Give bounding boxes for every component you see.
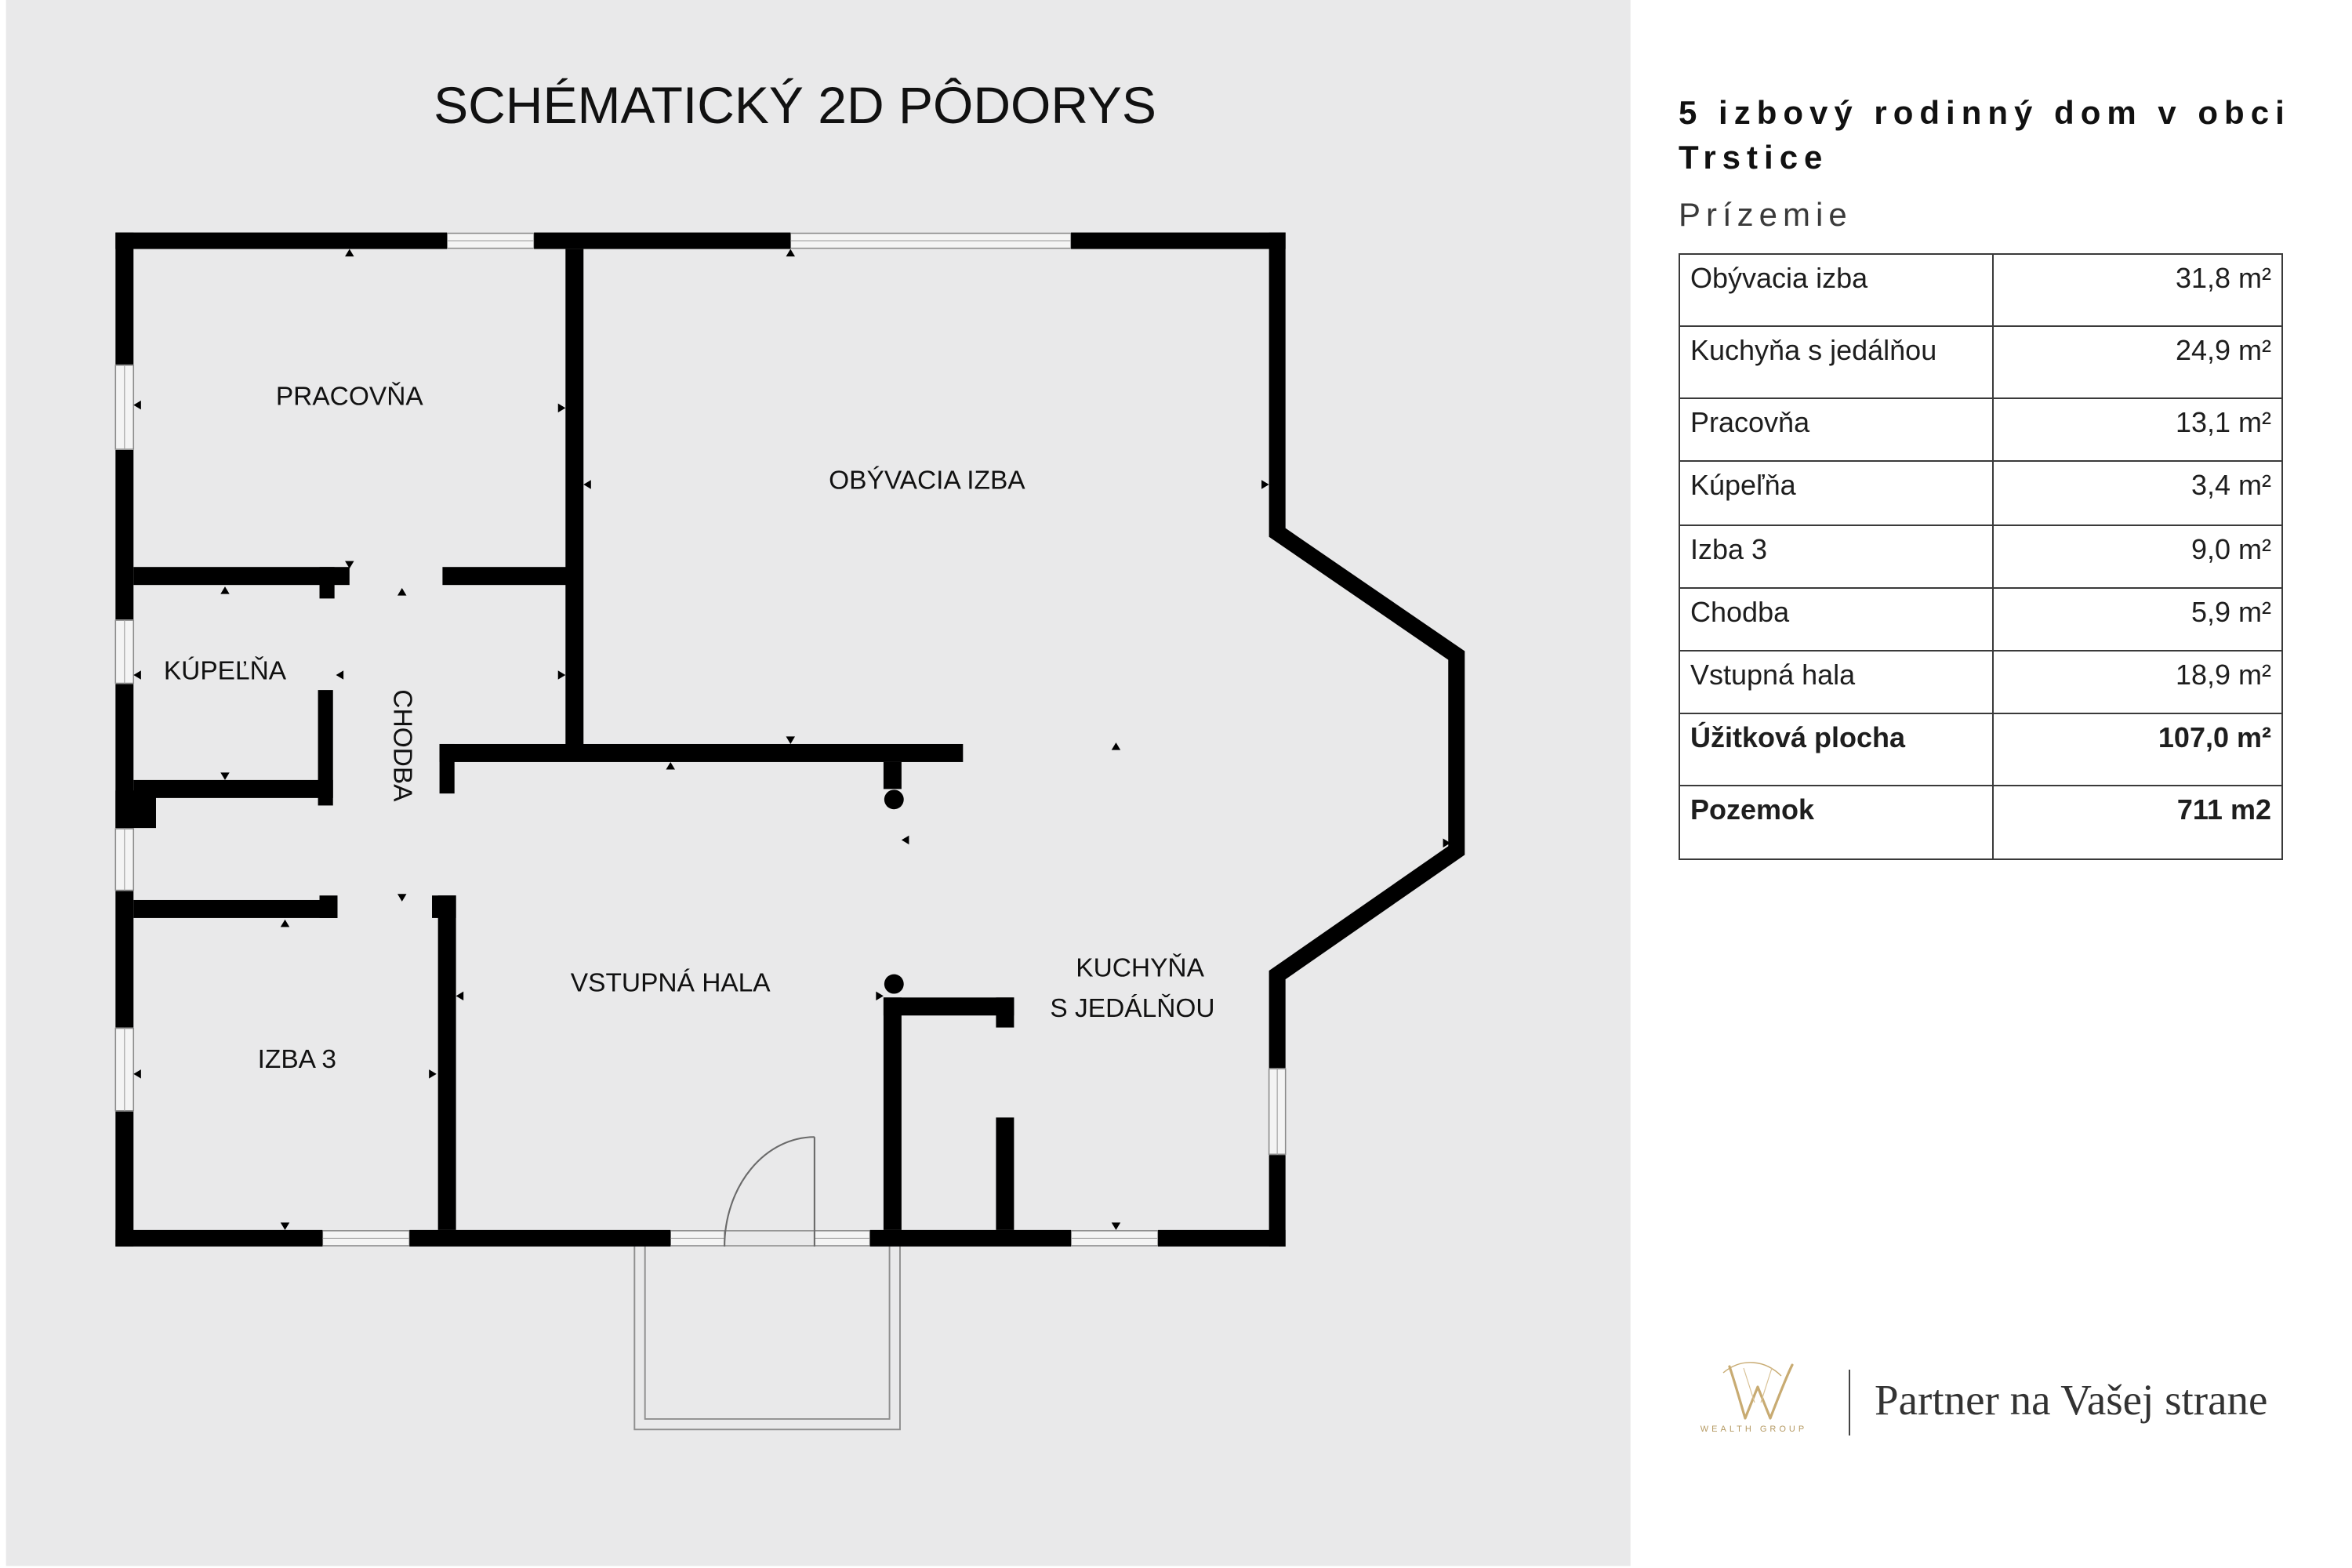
window xyxy=(115,1028,133,1112)
room-label-chodba: CHODBA xyxy=(387,689,417,802)
wall-izba3-top xyxy=(133,900,337,918)
window xyxy=(1071,1231,1158,1246)
area-value: 18,9 m² xyxy=(1993,651,2282,713)
plan-title: SCHÉMATICKÝ 2D PÔDORYS xyxy=(434,76,1156,134)
window xyxy=(1269,1068,1286,1155)
wall-stub xyxy=(884,762,902,789)
wall-chodba-top xyxy=(442,567,574,585)
area-value: 3,4 m² xyxy=(1993,461,2282,525)
logo-divider xyxy=(1849,1370,1850,1436)
area-room: Pracovňa xyxy=(1679,398,1993,461)
wall-bottom-3 xyxy=(870,1230,1071,1247)
wall-obyvacia-bottom xyxy=(440,744,964,762)
wall-izba3-right xyxy=(438,895,456,1230)
wall-stub xyxy=(320,567,335,598)
room-label-kupelna: KÚPEĽŇA xyxy=(163,656,287,686)
area-value: 13,1 m² xyxy=(1993,398,2282,461)
wall-kitchen-top xyxy=(884,997,1014,1015)
wall-left-1 xyxy=(115,233,133,365)
wall-left-2 xyxy=(115,450,133,619)
area-row xyxy=(1679,461,2282,525)
usable-area-value: 107,0 m² xyxy=(1993,713,2282,786)
room-label-izba-3: IZBA 3 xyxy=(257,1045,337,1075)
area-room: Kuchyňa s jedálňou xyxy=(1679,326,1993,398)
window xyxy=(670,1231,724,1246)
area-room: Izba 3 xyxy=(1679,525,1993,588)
area-table xyxy=(1679,253,2283,860)
area-row xyxy=(1679,254,2282,326)
listing-title: 5 izbový rodinný dom v obci Trstice xyxy=(1679,94,2291,176)
wall-top-2 xyxy=(534,233,790,249)
window xyxy=(322,1231,409,1246)
room-label-kuchyna-jedalen: S JEDÁLŇOU xyxy=(1050,994,1215,1024)
wall-stub xyxy=(440,744,455,793)
room-label-pracovna: PRACOVŇA xyxy=(275,382,423,412)
wall-bottom-1 xyxy=(115,1230,322,1247)
area-room: Chodba xyxy=(1679,588,1993,651)
wall-left-4 xyxy=(115,891,133,1027)
wall-kupelna-bottom xyxy=(133,780,332,798)
area-room: Vstupná hala xyxy=(1679,651,1993,713)
area-row xyxy=(1679,398,2282,461)
area-row xyxy=(1679,588,2282,651)
window xyxy=(447,234,534,249)
wealth-group-monogram-icon xyxy=(1720,1359,1795,1426)
window xyxy=(115,365,133,450)
window xyxy=(790,234,1071,249)
window xyxy=(115,619,133,684)
wall-kitchen-left xyxy=(884,997,902,1230)
floor-name: Prízemie xyxy=(1679,196,1853,233)
area-row xyxy=(1679,525,2282,588)
usable-area-label: Úžitková plocha xyxy=(1679,713,1993,786)
wall-kitchen-pantry xyxy=(996,1117,1014,1229)
wall-left-5 xyxy=(115,1112,133,1247)
logo-text: WEALTH GROUP xyxy=(1700,1425,1808,1434)
area-room: Obývacia izba xyxy=(1679,254,1993,326)
plot-value: 711 m2 xyxy=(1993,786,2282,859)
slogan: Partner na Vašej strane xyxy=(1875,1376,2268,1424)
plot-label: Pozemok xyxy=(1679,786,1993,859)
wall-top-1 xyxy=(115,233,447,249)
wall-bottom-2 xyxy=(409,1230,670,1247)
window xyxy=(815,1231,870,1246)
wall-top-3 xyxy=(1071,233,1286,249)
room-label-kuchyna: KUCHYŇA xyxy=(1076,953,1204,983)
room-label-vstupna-hala: VSTUPNÁ HALA xyxy=(570,968,771,998)
area-row xyxy=(1679,326,2282,398)
wall-bottom-4 xyxy=(1158,1230,1286,1247)
wall-stub xyxy=(320,895,338,918)
plot-row xyxy=(1679,786,2282,859)
area-value: 5,9 m² xyxy=(1993,588,2282,651)
area-row xyxy=(1679,651,2282,713)
area-value: 24,9 m² xyxy=(1993,326,2282,398)
room-label-obyvacia-izba: OBÝVACIA IZBA xyxy=(829,466,1025,495)
wall-stub xyxy=(996,997,1014,1027)
column-dot xyxy=(884,975,904,994)
area-room: Kúpeľňa xyxy=(1679,461,1993,525)
wall-obyvacia-left xyxy=(565,249,583,746)
area-value: 31,8 m² xyxy=(1993,254,2282,326)
window xyxy=(115,828,133,891)
area-value: 9,0 m² xyxy=(1993,525,2282,588)
usable-area-row xyxy=(1679,713,2282,786)
wall-pracovna-bottom xyxy=(133,567,350,585)
column-dot xyxy=(884,789,904,809)
